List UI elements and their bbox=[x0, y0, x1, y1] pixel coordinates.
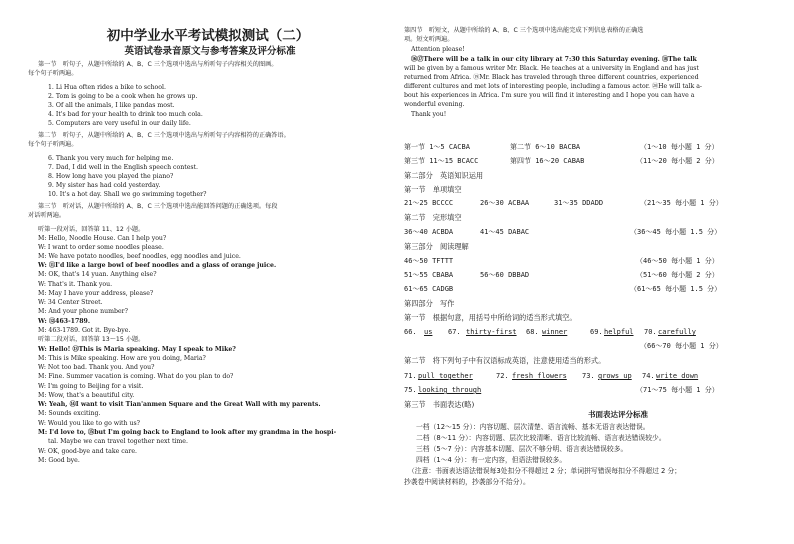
part2-heading: 第二部分 英语知识运用 bbox=[404, 171, 484, 180]
grading-note: 抄袭卷中阅读材料的，抄袭部分不给分）。 bbox=[404, 478, 530, 486]
section-instruction: 第一节 听句子，从题中所给的 A、B、C 三个选项中选出与所听句子内容相关的图画。 bbox=[38, 61, 278, 68]
question-number: 67. bbox=[448, 328, 461, 336]
transcript-line: 6. Thank you very much for helping me. bbox=[48, 155, 174, 162]
section-instruction: 对话听两遍。 bbox=[28, 212, 66, 219]
question-number: 71. bbox=[404, 372, 417, 380]
answer-score-note: （61～65 每小题 1.5 分） bbox=[630, 285, 722, 293]
answer-score-note: （66～70 每小题 1 分） bbox=[640, 342, 723, 350]
answer-66: us bbox=[424, 328, 433, 336]
grading-line: 一档（12～15 分）：内容切题、层次清楚、语言流畅、基本无语言表达错误。 bbox=[416, 423, 650, 431]
transcript-line: 10. It's a hot day. Shall we go swimming together? bbox=[48, 191, 207, 198]
answer-score-note: （71～75 每小题 1 分） bbox=[636, 386, 719, 394]
answer-score-note: （36～45 每小题 1.5 分） bbox=[630, 228, 722, 236]
section-heading: 第二节 将下列句子中有汉语标成英语，注意使用适当的形式。 bbox=[404, 356, 606, 365]
answer-75: looking through bbox=[418, 386, 482, 394]
grading-line: 三档（5～7 分）：内容基本切题、层次不够分明、语言表达错误较多。 bbox=[416, 445, 628, 453]
question-number: 69. bbox=[590, 328, 603, 336]
question-number: 66. bbox=[404, 328, 417, 336]
transcript-line: M: Sounds exciting. bbox=[38, 410, 101, 417]
section-instruction: 每个句子听两遍。 bbox=[28, 141, 78, 148]
answer-67: thirty-first bbox=[466, 328, 517, 336]
grading-line: 二档（8～11 分）：内容切题、层次比较清晰、语言比较流畅、语言表达错误较少。 bbox=[416, 434, 666, 442]
part4-heading: 第四部分 写作 bbox=[404, 299, 455, 308]
grading-title: 书面表达评分标准 bbox=[588, 410, 648, 419]
transcript-line: W: OK, good-bye and take care. bbox=[38, 448, 137, 455]
page-subtitle: 英语试卷录音原文与参考答案及评分标准 bbox=[124, 46, 296, 57]
transcript-line: 4. It's bad for your health to drink too much cola. bbox=[48, 111, 203, 118]
answer-part1-s4: 第四节 16～20 CABAB bbox=[510, 157, 585, 165]
answer-score-note: （46～50 每小题 1 分） bbox=[636, 257, 719, 265]
transcript-line: 7. Dad, I did well in the English speech contest. bbox=[48, 164, 198, 171]
transcript-line: M: OK, that's 14 yuan. Anything else? bbox=[38, 271, 157, 278]
section-instruction: 第二节 听句子，从题中所给的 A、B、C 三个选项中选出与所听句子内容相符的正确答语。 bbox=[38, 132, 290, 139]
transcript-line: 1. Li Hua often rides a bike to school. bbox=[48, 84, 166, 91]
answer-70: carefully bbox=[658, 328, 696, 336]
transcript-line: M: And your phone number? bbox=[38, 308, 128, 315]
answer-part1-s1: 第一节 1～5 CACBA bbox=[404, 143, 470, 151]
transcript-line: returned from Africa. ⑲Mr. Black has traveled through three different countries, experienced bbox=[404, 74, 699, 81]
transcript-line: M: 463-1789. Got it. Bye-bye. bbox=[38, 327, 131, 334]
answer-range: 46～50 TFTTT bbox=[404, 257, 454, 265]
transcript-line: Attention please! bbox=[411, 46, 465, 53]
answer-part1-s2: 第二节 6～10 BACBA bbox=[510, 143, 581, 151]
transcript-line: 8. How long have you played the piano? bbox=[48, 173, 174, 180]
answer-score-note: （11～20 每小题 2 分） bbox=[636, 157, 719, 165]
section-heading: 第二节 完形填空 bbox=[404, 213, 462, 222]
section-heading: 第一节 单项填空 bbox=[404, 185, 462, 194]
transcript-line: W: Would you like to go with us? bbox=[38, 420, 140, 427]
transcript-line: ⑯⑰There will be a talk in our city library at 7:30 this Saturday evening. ⑱The talk bbox=[411, 56, 697, 63]
section-instruction: 项。短文听两遍。 bbox=[404, 36, 454, 43]
transcript-line: W: ⑪I'd like a large bowl of beef noodles and a glass of orange juice. bbox=[38, 262, 277, 269]
grading-note: （注意：书面表达语法错误每3处扣分不得超过 2 分；单词拼写错误每扣分不得超过 2 分； bbox=[408, 467, 682, 475]
transcript-line: W: I want to order some noodles please. bbox=[38, 244, 164, 251]
transcript-line: 2. Tom is going to be a cook when he grows up. bbox=[48, 93, 198, 100]
question-number: 72. bbox=[496, 372, 509, 380]
answer-range: 41～45 DABAC bbox=[480, 228, 530, 236]
transcript-line: W: Not too bad. Thank you. And you? bbox=[38, 364, 155, 371]
answer-score-note: （51～60 每小题 2 分） bbox=[636, 271, 719, 279]
transcript-line: M: Good bye. bbox=[38, 457, 80, 464]
transcript-line: will be given by a famous writer Mr. Black. He teaches at a university in England and has just bbox=[404, 65, 699, 72]
answer-72: fresh flowers bbox=[512, 372, 567, 380]
answer-71: pull together bbox=[418, 372, 473, 380]
answer-range: 26～30 ACBAA bbox=[480, 199, 530, 207]
answer-score-note: （21～35 每小题 1 分） bbox=[640, 199, 723, 207]
question-number: 75. bbox=[404, 386, 417, 394]
transcript-line: M: This is Mike speaking. How are you doing, Maria? bbox=[38, 355, 206, 362]
answer-68: winner bbox=[542, 328, 568, 336]
transcript-line: wonderful evening. bbox=[404, 101, 465, 108]
answer-range: 21～25 BCCCC bbox=[404, 199, 454, 207]
answer-range: 36～40 ACBDA bbox=[404, 228, 454, 236]
transcript-line: M: Hello, Noodle House. Can I help you? bbox=[38, 235, 167, 242]
answer-73: grows up bbox=[598, 372, 632, 380]
answer-range: 51～55 CBABA bbox=[404, 271, 454, 279]
transcript-line: 5. Computers are very useful in our daily life. bbox=[48, 120, 191, 127]
question-number: 68. bbox=[526, 328, 539, 336]
transcript-line: M: May I have your address, please? bbox=[38, 290, 154, 297]
transcript-line: 9. My sister has had cold yesterday. bbox=[48, 182, 161, 189]
answer-score-note: （1～10 每小题 1 分） bbox=[640, 143, 719, 151]
transcript-line: Thank you! bbox=[411, 111, 447, 118]
answer-range: 61～65 CADGB bbox=[404, 285, 454, 293]
question-number: 70. bbox=[644, 328, 657, 336]
transcript-line: W: That's it. Thank you. bbox=[38, 281, 113, 288]
section-heading: 第三节 书面表达(略) bbox=[404, 400, 475, 409]
section-heading: 第一节 根据句意，用括号中所给词的适当形式填空。 bbox=[404, 313, 577, 322]
transcript-line: tal. Maybe we can travel together next time. bbox=[48, 438, 188, 445]
part3-heading: 第三部分 阅读理解 bbox=[404, 242, 469, 251]
transcript-line: M: I'd love to, ⑮but I'm going back to England to look after my grandma in the hospi- bbox=[38, 429, 337, 436]
transcript-line: M: Fine. Summer vacation is coming. What do you plan to do? bbox=[38, 373, 234, 380]
grading-line: 四档（1～4 分）：有一定内容，但语法错误较多。 bbox=[416, 456, 567, 464]
answer-range: 56～60 DBBAD bbox=[480, 271, 530, 279]
transcript-line: M: We have potato noodles, beef noodles, egg noodles and juice. bbox=[38, 253, 241, 260]
answer-range: 31～35 DDADD bbox=[554, 199, 604, 207]
transcript-line: W: 34 Center Street. bbox=[38, 299, 103, 306]
transcript-line: W: Hello! ⑬This is Maria speaking. May I speak to Mike? bbox=[38, 346, 236, 353]
answer-74: write down bbox=[656, 372, 699, 380]
transcript-line: different cultures and met lots of interesting people, including a famous actor. ⑳He will talk a- bbox=[404, 83, 703, 90]
section-instruction: 每个句子听两遍。 bbox=[28, 70, 78, 77]
answer-69: helpful bbox=[604, 328, 634, 336]
section-instruction: 第三节 听对话，从题中所给的 A、B、C 三个选项中选出能回答问题的正确选项。每段 bbox=[38, 203, 278, 210]
section-instruction: 听第一段对话，回答第 11、12 小题。 bbox=[38, 226, 145, 233]
question-number: 73. bbox=[582, 372, 595, 380]
transcript-line: M: Wow, that's a beautiful city. bbox=[38, 392, 135, 399]
section-instruction: 听第二段对话，回答第 13～15 小题。 bbox=[38, 336, 145, 343]
page-title: 初中学业水平考试模拟测试（二） bbox=[106, 28, 310, 44]
question-number: 74. bbox=[642, 372, 655, 380]
transcript-line: 3. Of all the animals, I like pandas most. bbox=[48, 102, 175, 109]
transcript-line: W: I'm going to Beijing for a visit. bbox=[38, 383, 144, 390]
transcript-line: bout his experiences in Africa. I'm sure you will find it interesting and I hope you can have a bbox=[404, 92, 695, 99]
transcript-line: W: ⑫463-1789. bbox=[38, 318, 91, 325]
transcript-line: W: Yeah, ⑭I want to visit Tian'anmen Square and the Great Wall with my parents. bbox=[38, 401, 321, 408]
section-instruction: 第四节 听短文，从题中所给的 A、B、C 三个选项中选出能完成下列信息表格的正确选 bbox=[404, 27, 644, 34]
answer-part1-s3: 第三节 11～15 BCACC bbox=[404, 157, 479, 165]
